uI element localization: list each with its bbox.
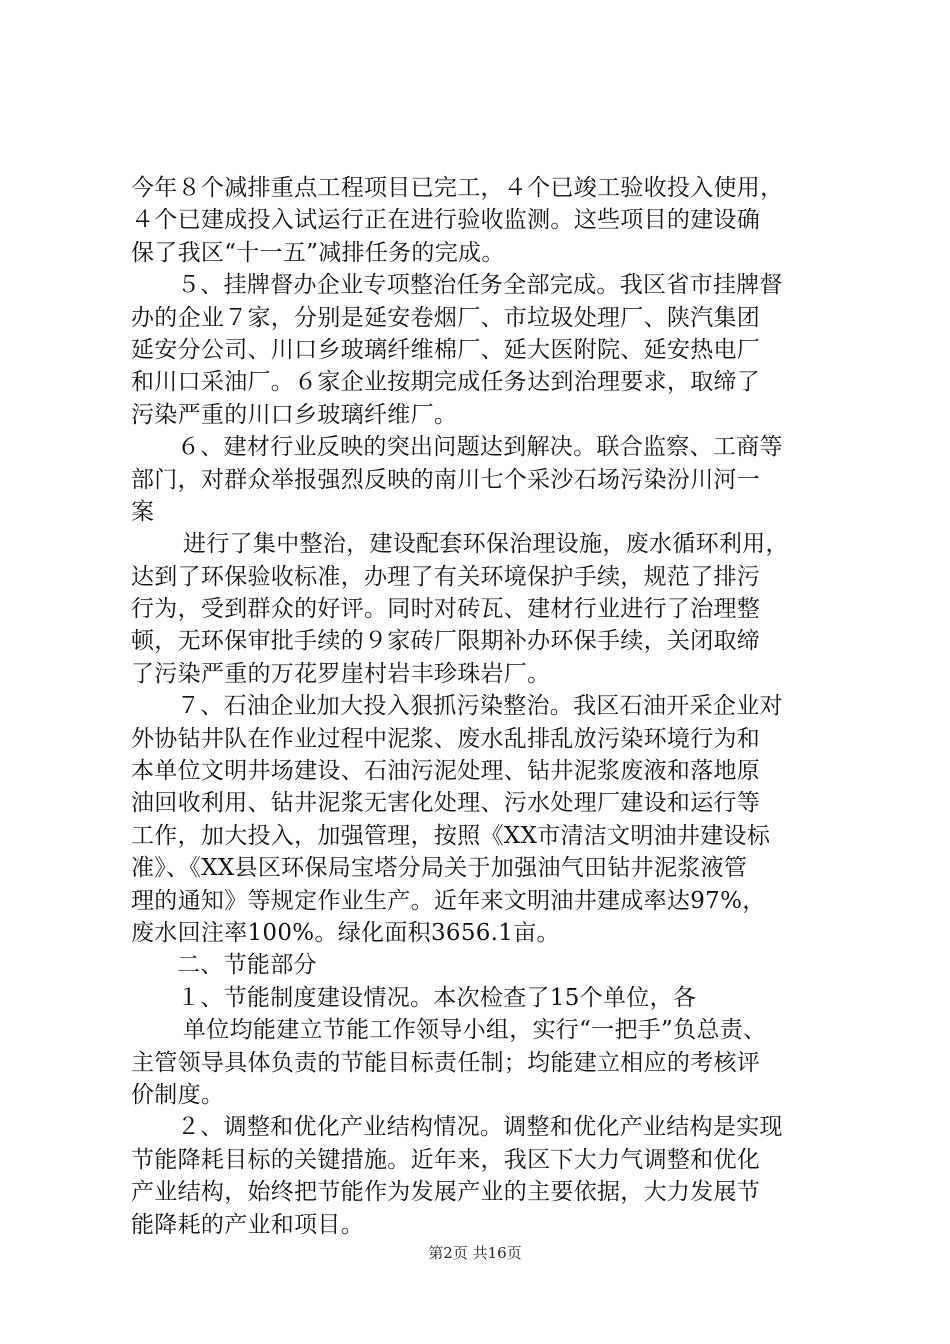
- text-line: 了污染严重的万花罗崖村岩丰珍珠岩厂。: [131, 660, 551, 687]
- text-line: 能降耗的产业和项目。: [131, 1211, 364, 1238]
- text-line: 行为，受到群众的好评。同时对砖瓦、建材行业进行了治理整: [131, 596, 761, 623]
- text-line: 今年８个减排重点工程项目已完工，４个已竣工验收投入使用，: [131, 175, 784, 201]
- paragraph-start-energy-1: １、节能制度建设情况。本次检查了15个单位，各: [177, 984, 697, 1011]
- text-line: 保了我区“十一五”减排任务的完成。: [131, 239, 505, 266]
- text-line: 产业结构，始终把节能作为发展产业的主要依据，大力发展节: [131, 1179, 761, 1206]
- text-line: 价制度。: [131, 1081, 225, 1108]
- paragraph-continuation: 单位均能建立节能工作领导小组，实行“一把手”负总责、: [183, 1017, 767, 1044]
- text-line: 主管领导具体负责的节能目标责任制；均能建立相应的考核评: [131, 1049, 761, 1076]
- text-line: 外协钻井队在作业过程中泥浆、废水乱排乱放污染环境行为和: [131, 725, 761, 752]
- paragraph-continuation: 进行了集中整治，建设配套环保治理设施，废水循环利用，: [183, 531, 789, 558]
- text-line: 达到了环保验收标准，办理了有关环境保护手续，规范了排污: [131, 563, 761, 590]
- document-body: [131, 172, 831, 1241]
- text-line: 准》、《XX县区环保局宝塔分局关于加强油气田钻井泥浆液管: [131, 855, 748, 882]
- text-line: 部门，对群众举报强烈反映的南川七个采沙石场污染汾川河一: [131, 466, 761, 493]
- text-line: 废水回注率100%。绿化面积3656.1亩。: [131, 919, 560, 946]
- text-line: 节能降耗目标的关键措施。近年来，我区下大力气调整和优化: [131, 1146, 761, 1173]
- text-line: 顿，无环保审批手续的９家砖厂限期补办环保手续，关闭取缔: [131, 628, 761, 655]
- text-line: 油回收利用、钻井泥浆无害化处理、污水处理厂建设和运行等: [131, 790, 761, 817]
- text-line: 案: [131, 498, 155, 525]
- text-line: 理的通知》等规定作业生产。近年来文明油井建成率达97%，: [131, 887, 766, 914]
- paragraph-start-5: ５、挂牌督办企业专项整治任务全部完成。我区省市挂牌督: [177, 272, 783, 299]
- paragraph-start-energy-2: ２、调整和优化产业结构情况。调整和优化产业结构是实现: [177, 1114, 783, 1141]
- text-line: 本单位文明井场建设、石油污泥处理、钻井泥浆废液和落地原: [131, 758, 761, 785]
- paragraph-start-7: ７、石油企业加大投入狠抓污染整治。我区石油开采企业对: [177, 693, 783, 720]
- page-number-footer: 第2页 共16页: [428, 1244, 522, 1262]
- text-line: 和川口采油厂。６家企业按期完成任务达到治理要求，取缔了: [131, 369, 761, 396]
- text-line: 办的企业７家，分别是延安卷烟厂、市垃圾处理厂、陕汽集团: [131, 304, 761, 331]
- text-line: 延安分公司、川口乡玻璃纤维棉厂、延大医附院、延安热电厂: [131, 336, 761, 363]
- paragraph-start-6: ６、建材行业反映的突出问题达到解决。联合监察、工商等: [177, 434, 783, 461]
- section-heading-energy: 二、节能部分: [177, 952, 317, 979]
- text-line: 工作，加大投入，加强管理，按照《XX市清洁文明油井建设标: [131, 822, 771, 849]
- text-line: 污染严重的川口乡玻璃纤维厂。: [131, 401, 458, 428]
- text-line: ４个已建成投入试运行正在进行验收监测。这些项目的建设确: [131, 207, 761, 234]
